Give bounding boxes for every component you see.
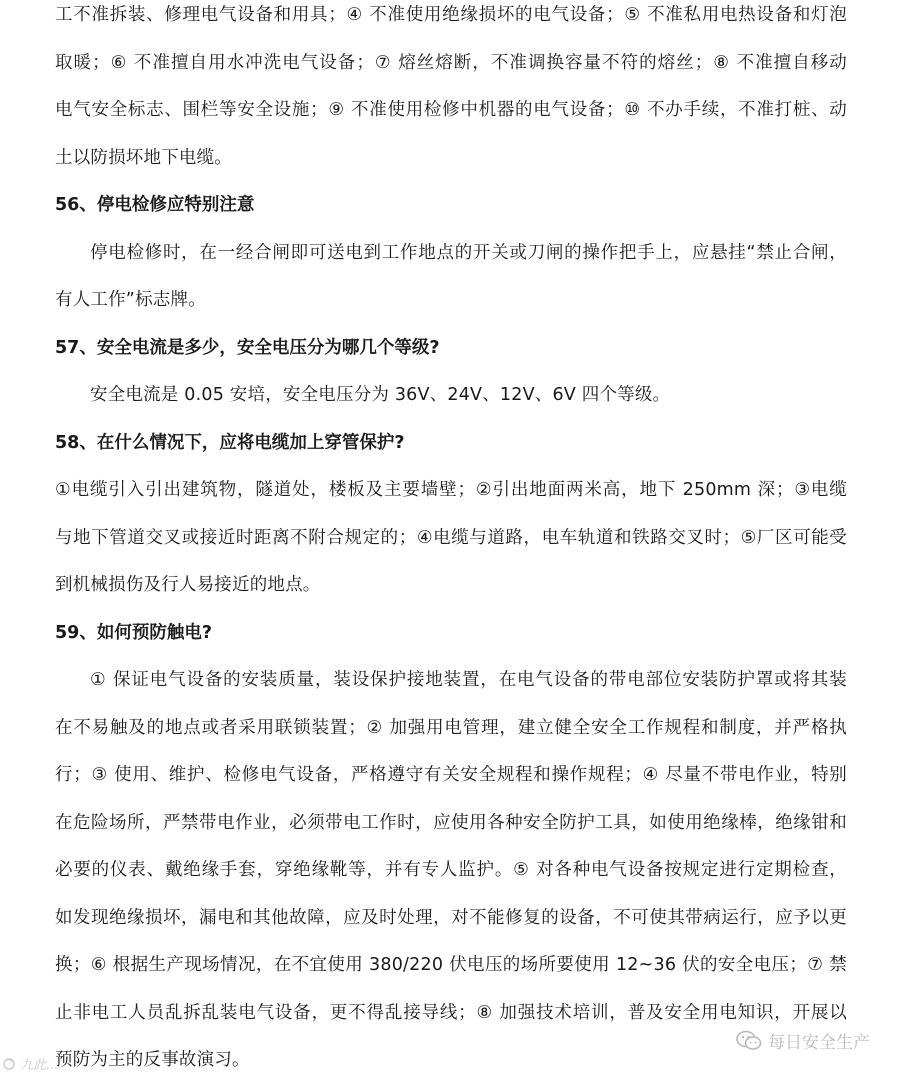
section-heading-59: 59、如何预防触电? — [55, 622, 213, 643]
section-59-line-3: 行；③ 使用、维护、检修电气设备，严格遵守有关安全规程和操作规程；④ 尽量不带电作业，特别 — [55, 765, 847, 785]
section-58-line-2: 与地下管道交叉或接近时距离不附合规定的；④电缆与道路，电车轨道和铁路交叉时；⑤厂区可能受 — [55, 527, 847, 548]
wechat-icon — [736, 1030, 762, 1052]
corner-watermark-text: 九此... — [20, 1058, 59, 1073]
wechat-watermark — [736, 1028, 870, 1053]
section-56-line-1: 停电检修时，在一经合闸即可送电到工作地点的开关或刀闸的操作把手上，应悬挂“禁止合闸， — [90, 242, 847, 263]
text-line-2: 取暖；⑥ 不准擅自用水冲洗电气设备；⑦ 熔丝熔断，不准调换容量不符的熔丝；⑧ 不准擅自移动 — [55, 52, 847, 73]
section-57-line-1: 安全电流是 0.05 安培，安全电压分为 36V、24V、12V、6V 四个等级。 — [90, 385, 671, 405]
text-line-3: 电气安全标志、围栏等安全设施；⑨ 不准使用检修中机器的电气设备；⑩ 不办手续，不准打桩、动 — [55, 100, 847, 120]
section-56-line-2: 有人工作”标志牌。 — [55, 290, 206, 310]
section-58-line-1: ①电缆引入引出建筑物，隧道处，楼板及主要墙壁；②引出地面两米高，地下 250mm 深；③电缆 — [55, 480, 847, 500]
text-line-1: 工不准拆装、修理电气设备和用具；④ 不准使用绝缘损坏的电气设备；⑤ 不准私用电热设备和灯泡 — [55, 5, 847, 25]
section-58-line-3: 到机械损伤及行人易接近的地点。 — [55, 575, 321, 595]
section-59-line-8: 止非电工人员乱拆乱装电气设备，更不得乱接导线；⑧ 加强技术培训，普及安全用电知识，开展以 — [55, 1002, 847, 1023]
section-heading-56: 56、停电检修应特别注意 — [55, 195, 255, 215]
section-59-line-4: 在危险场所，严禁带电作业，必须带电工作时，应使用各种安全防护工具，如使用绝缘棒，绝缘钳和 — [55, 812, 847, 833]
section-59-line-5: 必要的仪表、戴绝缘手套，穿绝缘靴等，并有专人监护。⑤ 对各种电气设备按规定进行定期检查， — [55, 860, 847, 880]
watermark-account-name: 每日安全生产 — [768, 1033, 870, 1053]
text-line-4: 土以防损坏地下电缆。 — [55, 147, 232, 168]
document-page — [55, 0, 847, 1085]
section-heading-57: 57、安全电流是多少，安全电压分为哪几个等级? — [55, 337, 440, 358]
section-59-line-7: 换；⑥ 根据生产现场情况，在不宜使用 380/220 伏电压的场所要使用 12~36 伏的安全电压；⑦ 禁 — [55, 955, 847, 975]
section-59-line-2: 在不易触及的地点或者采用联锁装置；② 加强用电管理，建立健全安全工作规程和制度，并严格执 — [55, 717, 847, 738]
corner-watermark — [2, 1054, 58, 1073]
loop-icon — [2, 1057, 16, 1071]
section-59-line-9: 预防为主的反事故演习。 — [55, 1050, 250, 1070]
section-heading-58: 58、在什么情况下，应将电缆加上穿管保护? — [55, 432, 405, 453]
section-59-line-6: 如发现绝缘损坏，漏电和其他故障，应及时处理，对不能修复的设备，不可使其带病运行，应予以更 — [55, 907, 847, 928]
section-59-line-1: ① 保证电气设备的安装质量，装设保护接地装置，在电气设备的带电部位安装防护罩或将其装 — [90, 670, 847, 690]
